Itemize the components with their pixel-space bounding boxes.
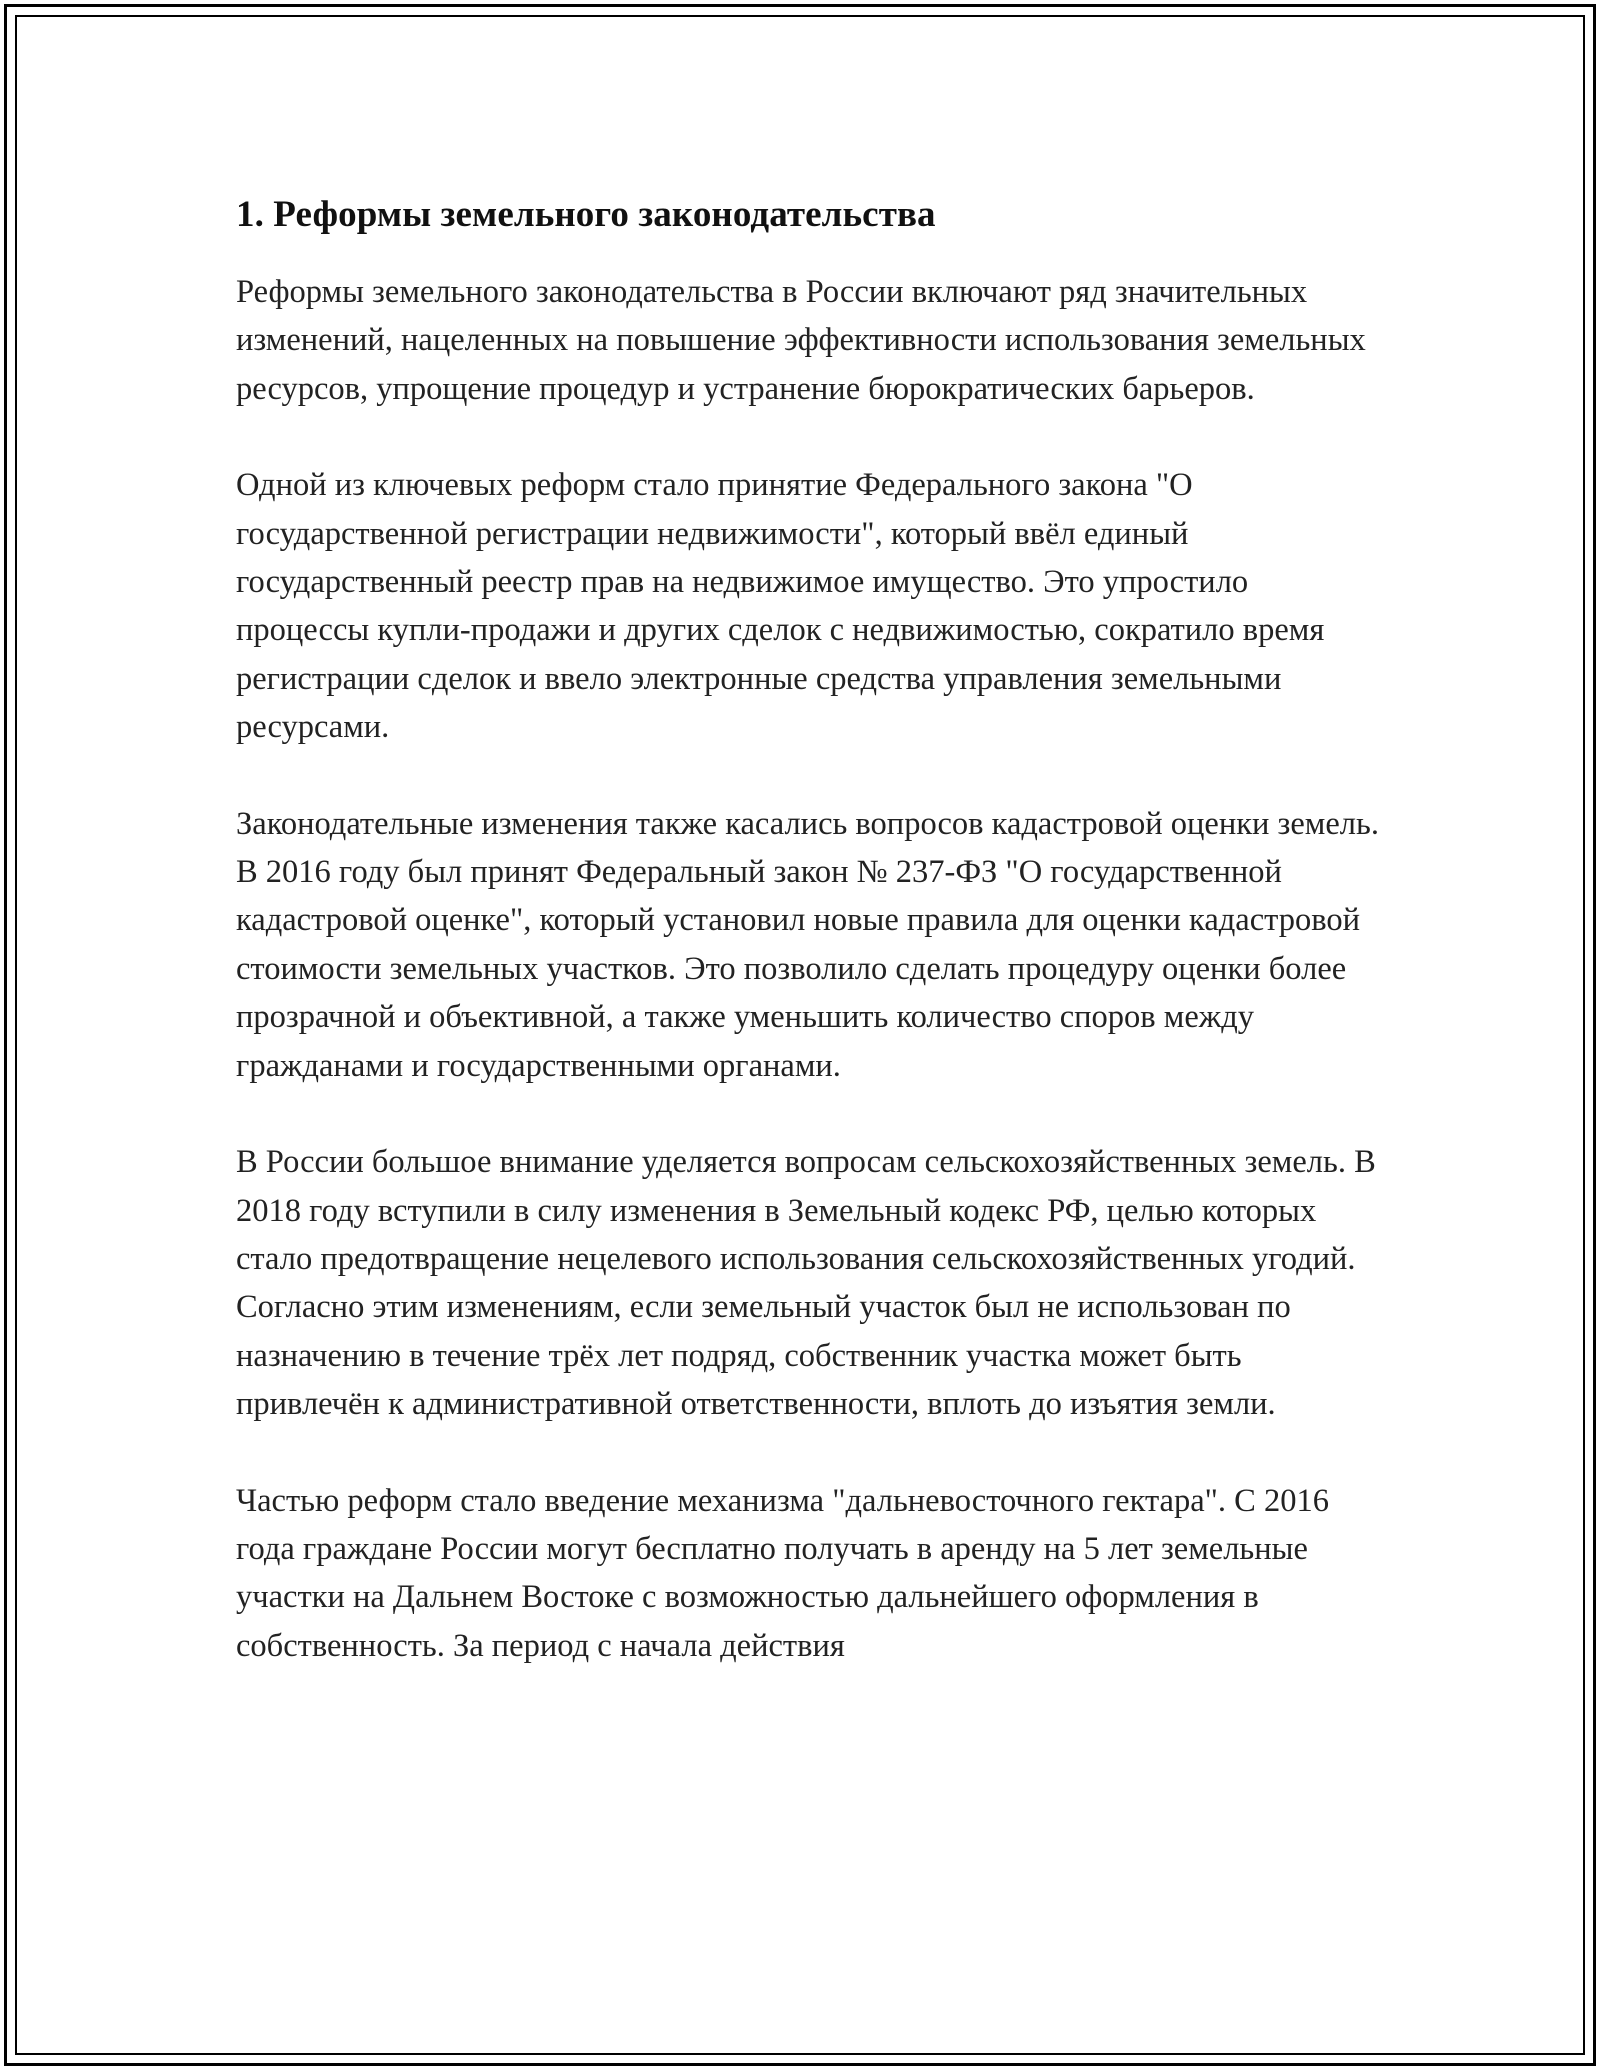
paragraph-intro: Реформы земельного законодательства в России включают ряд значительных изменений, нацеленных на повышение эффективности использования земельных ресурсов, упрощение процедур и устранение бюрократических барьеров. xyxy=(236,274,1366,407)
section-heading: 1. Реформы земельного законодательства xyxy=(236,194,936,235)
paragraph-registration-law: Одной из ключевых реформ стало принятие Федерального закона "О государственной регистрации недвижимости", который ввёл единый государственный реестр прав на недвижимое имущество. Это упростило процессы купли-продажи и других сделок с недвижимостью, сократило время регистрации сделок и ввело электронные средства управления земельными ресурсами. xyxy=(236,467,1325,746)
paragraph-far-east-hectare: Частью реформ стало введение механизма "дальневосточного гектара". С 2016 года граждане России могут бесплатно получать в аренду на 5 лет земельные участки на Дальнем Востоке с возможностью дальнейшего оформления в собственность. За период с начала действия xyxy=(236,1482,1329,1664)
paragraph-agricultural-land: В России большое внимание уделяется вопросам сельскохозяйственных земель. В 2018 году вступили в силу изменения в Земельный кодекс РФ, целью которых стало предотвращение нецелевого использования сельскохозяйственных угодий. Согласно этим изменениям, если земельный участок был не использован по назначению в течение трёх лет подряд, собственник участка может быть привлечён к административной ответственности, вплоть до изъятия земли. xyxy=(236,1144,1376,1423)
paragraph-cadastral-valuation: Законодательные изменения также касались вопросов кадастровой оценки земель. В 2016 году был принят Федеральный закон № 237-ФЗ "О государственной кадастровой оценке", который установил новые правила для оценки кадастровой стоимости земельных участков. Это позволило сделать процедуру оценки более прозрачной и объективной, а также уменьшить количество споров между гражданами и государственными органами. xyxy=(236,805,1379,1084)
document-body xyxy=(236,188,1386,1670)
